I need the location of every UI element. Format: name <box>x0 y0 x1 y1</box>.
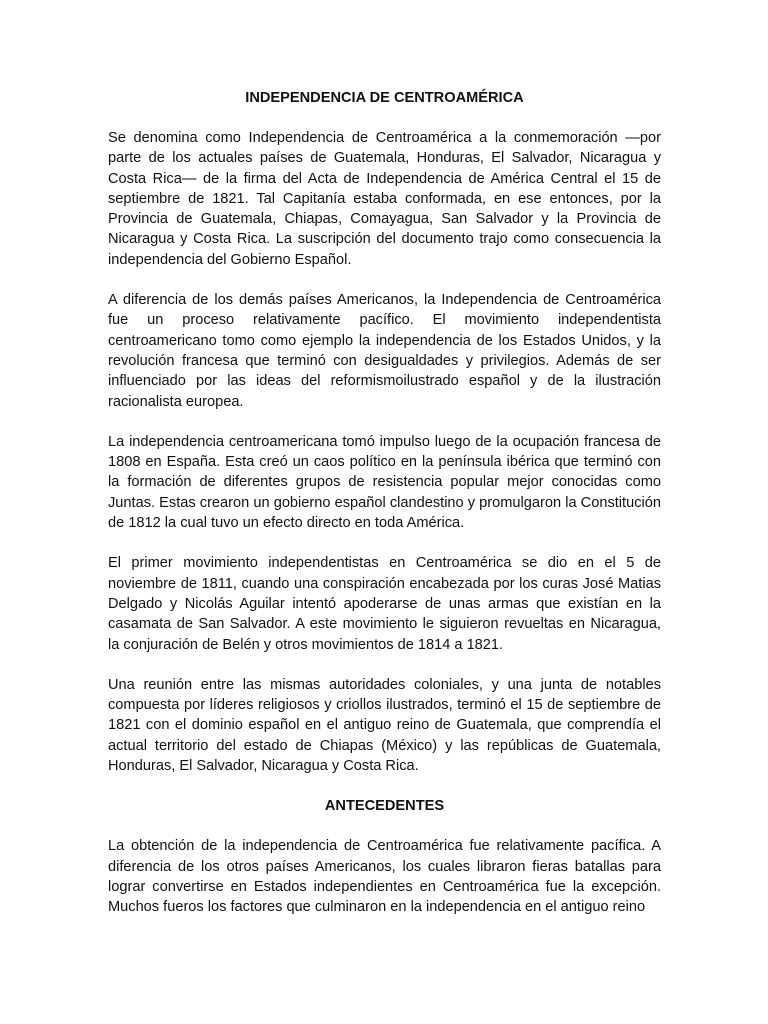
paragraph-2: A diferencia de los demás países Americanos, la Independencia de Centroamérica fue un proceso relativamente pacífico. El movimiento independentista centroamericano tomo como ejemplo la independencia de los Estados Unidos, y la revolución francesa que terminó con desigualdades y privilegios. Además de ser influenciado por las ideas del reformismoilustrado español y de la ilustración racionalista europea. <box>108 292 661 410</box>
section-heading-antecedentes: ANTECEDENTES <box>324 798 445 815</box>
document-title: INDEPENDENCIA DE CENTROAMÉRICA <box>245 90 524 106</box>
paragraph-3: La independencia centroamericana tomó impulso luego de la ocupación francesa de 1808 en España. Esta creó un caos político en la península ibérica que terminó con la formación de diferentes grupos de resistencia popular mejor conocidas como Juntas. Estas crearon un gobierno español clandestino y promulgaron la Constitución de 1812 la cual tuvo un efecto directo en toda América. <box>108 433 661 532</box>
paragraph-4: El primer movimiento independentistas en Centroamérica se dio en el 5 de noviembre de 1811, cuando una conspiración encabezada por los curas José Matias Delgado y Nicolás Aguilar intentó apoderarse de unas armas que existían en la casamata de San Salvador. A este movimiento le siguieron revueltas en Nicaragua, la conjuración de Belén y otros movimientos de 1814 a 1821. <box>108 555 661 653</box>
section-paragraph: La obtención de la independencia de Centroamérica fue relativamente pacífica. A diferencia de los otros países Americanos, los cuales libraron fieras batallas para lograr convertirse en Estados independientes en Centroamérica fue la excepción. Muchos fueros los factores que culminaron en la independencia en el antiguo reino <box>108 838 661 916</box>
document-page <box>108 88 661 938</box>
paragraph-5: Una reunión entre las mismas autoridades coloniales, y una junta de notables compuesta por líderes religiosos y criollos ilustrados, terminó el 15 de septiembre de 1821 con el dominio español en el antiguo reino de Guatemala, que comprendía el actual territorio del estado de Chiapas (México) y las repúblicas de Guatemala, Honduras, El Salvador, Nicaragua y Costa Rica. <box>108 676 661 775</box>
paragraph-1: Se denomina como Independencia de Centroamérica a la conmemoración —por parte de los actuales países de Guatemala, Honduras, El Salvador, Nicaragua y Costa Rica— de la firma del Acta de Independencia de América Central el 15 de septiembre de 1821. Tal Capitanía estaba conformada, en ese entonces, por la Provincia de Guatemala, Chiapas, Comayagua, San Salvador y la Provincia de Nicaragua y Costa Rica. La suscripción del documento trajo como consecuencia la independencia del Gobierno Español. <box>108 130 661 268</box>
